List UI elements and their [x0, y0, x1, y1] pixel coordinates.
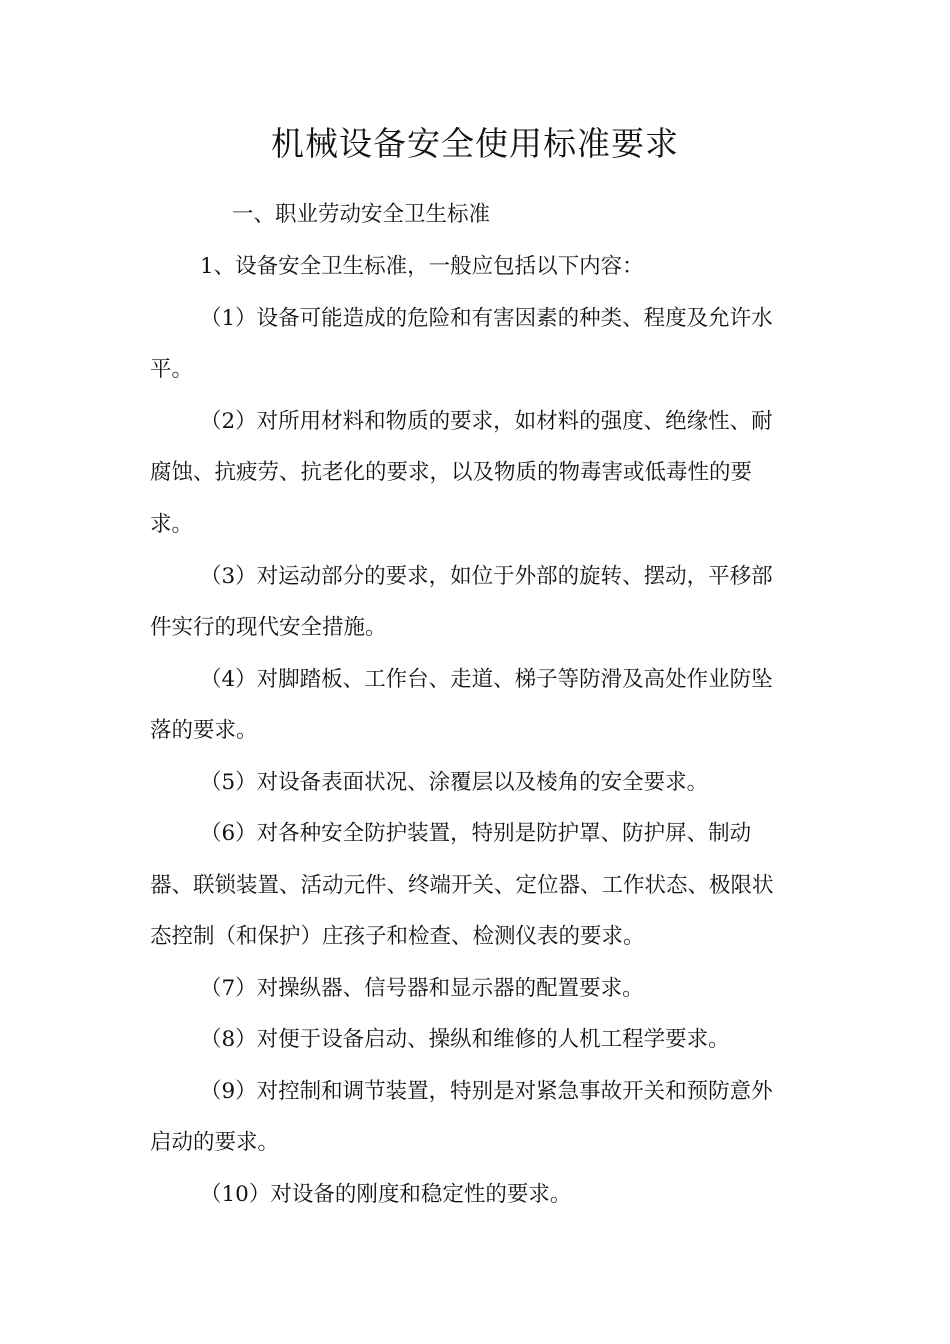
item-9-line-2: 启动的要求。	[150, 1130, 280, 1155]
item-1-line-1: （1）设备可能造成的危险和有害因素的种类、程度及允许水	[200, 306, 773, 331]
item-6-line-3: 态控制（和保护）庄孩子和检查、检测仪表的要求。	[150, 924, 645, 949]
item-1-line-2: 平。	[150, 357, 194, 382]
item-3-line-1: （3）对运动部分的要求，如位于外部的旋转、摆动，平移部	[200, 564, 773, 589]
item-2-line-1: （2）对所用材料和物质的要求，如材料的强度、绝缘性、耐	[200, 409, 773, 434]
item-3-line-2: 件实行的现代安全措施。	[150, 615, 387, 640]
item-4-line-2: 落的要求。	[150, 718, 258, 743]
item-9-line-1: （9）对控制和调节装置，特别是对紧急事故开关和预防意外	[200, 1079, 773, 1104]
item-6-line-2: 器、联锁装置、活动元件、终端开关、定位器、工作状态、极限状	[150, 873, 774, 898]
section-heading: 一、职业劳动安全卫生标准	[232, 202, 491, 227]
item-4-line-1: （4）对脚踏板、工作台、走道、梯子等防滑及高处作业防坠	[200, 667, 773, 692]
item-6-line-1: （6）对各种安全防护装置，特别是防护罩、防护屏、制动	[200, 821, 752, 846]
item-5-line-1: （5）对设备表面状况、涂覆层以及棱角的安全要求。	[200, 770, 709, 795]
item-2-line-2: 腐蚀、抗疲劳、抗老化的要求，以及物质的物毒害或低毒性的要	[150, 460, 753, 485]
subsection-heading: 1、设备安全卫生标准，一般应包括以下内容：	[200, 254, 644, 279]
document-title: 机械设备安全使用标准要求	[271, 124, 679, 163]
item-7-line-1: （7）对操纵器、信号器和显示器的配置要求。	[200, 976, 644, 1001]
item-8-line-1: （8）对便于设备启动、操纵和维修的人机工程学要求。	[200, 1027, 730, 1052]
item-10-line-1: （10）对设备的刚度和稳定性的要求。	[200, 1182, 572, 1207]
item-2-line-3: 求。	[150, 512, 194, 537]
